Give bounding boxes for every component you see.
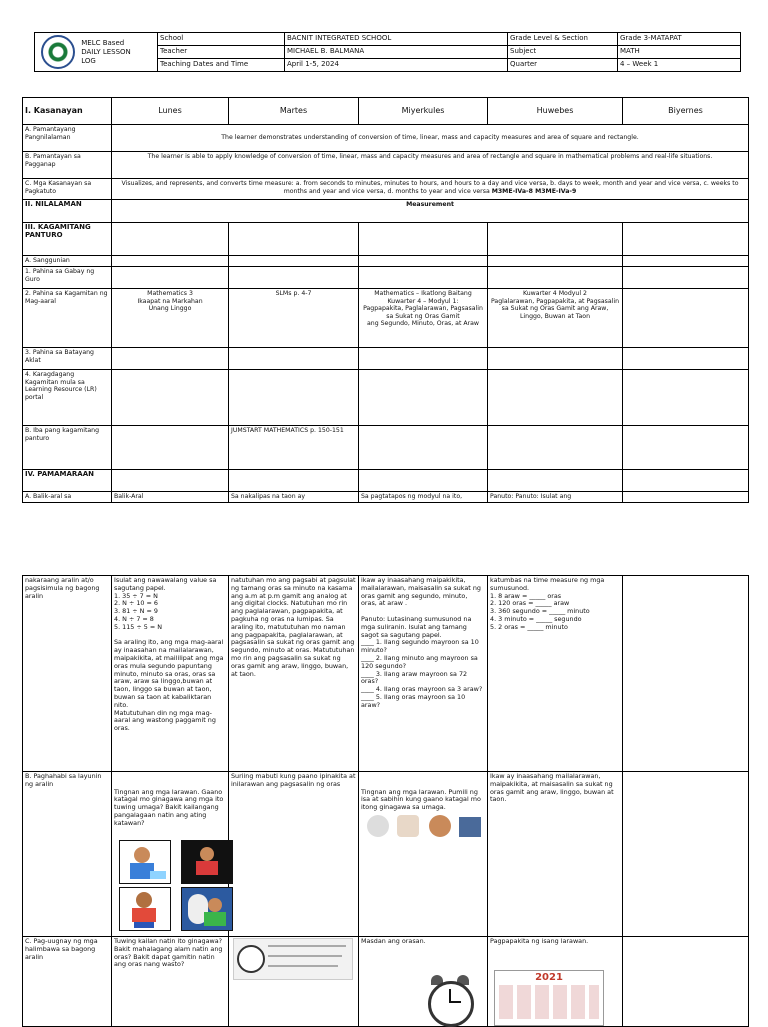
- calendar-illustration: [494, 970, 604, 1026]
- deped-seal-icon: [41, 35, 75, 69]
- kid-brushing-illustration: [181, 887, 233, 931]
- kagamitan-martes: SLMs p. 4-7: [229, 289, 359, 348]
- deped-logo-cell: [35, 33, 158, 72]
- kagamitan-huwebes: Kuwarter 4 Modyul 2 Paglalarawan, Pagpapakita, at Pagsasalin sa Sukat ng Oras Gamit ang Araw, Linggo, Buwan at Taon: [488, 289, 623, 348]
- row-label-sanggunian: A. Sanggunian: [23, 256, 112, 267]
- kid-standing-illustration: [119, 887, 171, 931]
- logo-line-3: LOG: [81, 56, 96, 65]
- quarter-label: Quarter: [508, 59, 618, 72]
- teacher-label: Teacher: [158, 46, 285, 59]
- nilalaman-text: Measurement: [112, 200, 749, 223]
- quarter-value: 4 – Week 1: [618, 59, 741, 72]
- row-label-karagdagang: 4. Karagdagang Kagamitan mula sa Learning Resource (LR) portal: [23, 370, 112, 426]
- cont-a-huwebes: katumbas na time measure ng mga sumusunod. 1. 8 araw = _____ oras 2. 120 oras = _____ araw 3. 360 segundo = _____ minuto 4. 3 minuto = _____ segundo 5. 2 oras = _____ minuto: [488, 576, 623, 772]
- kasanayan-code: M3ME-IVa-8 M3ME-IVa-9: [491, 187, 577, 195]
- kid-washing-illustration: [119, 840, 171, 884]
- dates-value: April 1-5, 2024: [285, 59, 508, 72]
- header-table: [34, 32, 741, 72]
- balik-martes: Sa nakalipas na taon ay: [229, 492, 359, 503]
- row-label-nilalaman: II. NILALAMAN: [23, 200, 112, 223]
- school-value: BACNIT INTEGRATED SCHOOL: [285, 33, 508, 46]
- kasanayan-desc: Visualizes, and represents, and converts time measure: a. from seconds to minutes, minutes to hours, and hours to a day and vice versa, b. days to week, month and year and vice versa, c. weeks to months and year and vice versa, d. months to year and vice versa: [121, 180, 739, 195]
- kagamitan-lunes: Mathematics 3 Ikaapat na Markahan Unang Linggo: [112, 289, 229, 348]
- dates-label: Teaching Dates and Time: [158, 59, 285, 72]
- kid-stretching-illustration: [181, 840, 233, 884]
- cont-a-martes: natutuhan mo ang pagsabi at pagsulat ng tamang oras sa minuto na kasama ang a.m at p.m gamit ang analog at ang digital clocks. Natutuhan mo rin ang paglalarawan, pagpapakita, at pagkuha ng oras na lumipas. Sa araling ito, matututuhan mo naman ang pagpapakita, paglalarawan, at pagsasalin sa sukat ng oras gamit ang segundo, minuto at oras. Matututuhan mo rin ang pagsasalin sa sukat ng oras gamit ang araw, linggo, buwan, at taon.: [229, 576, 359, 772]
- row-label-pamamaraan: IV. PAMAMARAAN: [23, 470, 112, 492]
- logo-line-2: DAILY LESSON: [81, 47, 131, 56]
- col-biyernes: Biyernes: [623, 98, 749, 125]
- cont-c-miyerkules: Masdan ang orasan.: [359, 937, 488, 1027]
- kasanayan-text: [112, 179, 749, 200]
- col-miyerkules: Miyerkules: [359, 98, 488, 125]
- grade-value: Grade 3-MATAPAT: [618, 33, 741, 46]
- continued-section: [22, 575, 749, 1027]
- school-label: School: [158, 33, 285, 46]
- cont-label-b: B. Paghahabi sa layunin ng aralin: [23, 772, 112, 937]
- cont-b-lunes-text: Tingnan ang mga larawan. Gaano katagal mo ginagawa ang mga ito tuwing umaga? Bakit kailangang pangalagaan natin ang ating katawan?: [114, 787, 226, 827]
- pagganap-text: The learner is able to apply knowledge of conversion of time, linear, mass and capacity measures and area of rectangle and square in mathematical problems and real-life situations.: [112, 152, 749, 179]
- cont-a-miyerkules: ikaw ay inaasahang maipakikita, mailalarawan, maisasalin sa sukat ng oras gamit ang segundo, minuto, oras, at araw . Panuto: Lutasinang sumusunod na mga suliranin. Isulat ang tamang sagot sa sagutang papel. ____ 1. Ilang segundo mayroon sa 10 minuto? ____ 2. Ilang minuto ang mayroon sa 120 segundo? ____ 3. Ilang araw mayroon sa 72 oras? ____ 4. Ilang oras mayroon sa 3 araw? ____ 5. Ilang oras mayroon sa 10 araw?: [359, 576, 488, 772]
- col-huwebes: Huwebes: [488, 98, 623, 125]
- cont-c-huwebes: Pagpapakita ng isang larawan.: [488, 937, 623, 1027]
- teacher-value: MICHAEL B. BALMANA: [285, 46, 508, 59]
- small-clock-icon: [237, 945, 265, 973]
- row-label-batayang: 3. Pahina sa Batayang Aklat: [23, 348, 112, 370]
- balik-miyerkules: Sa pagtatapos ng modyul na ito,: [359, 492, 488, 503]
- row-label-pagganap: B. Pamantayan sa Pagganap: [23, 152, 112, 179]
- clock-card-illustration: [233, 938, 353, 980]
- iba-martes: JUMSTART MATHEMATICS p. 150-151: [229, 426, 359, 470]
- cont-a-lunes: Isulat ang nawawalang value sa sagutang papel. 1. 35 ÷ 7 = N 2. N ÷ 10 = 6 3. 81 ÷ N = 9 4. N ÷ 7 = 8 5. 115 ÷ 5 = N Sa araling ito, ang mga mag-aaral ay inaasahan na mailalarawan, maipakikita, at maililipat ang mga oras mula segundo papuntang minuto, minuto sa oras, oras sa araw, araw sa linggo,buwan at taon, linggo sa buwan at taon, buwan sa taon at kabaliktaran nito. Matututuhan din ng mga mag-aaral ang wastong paggamit ng oras.: [112, 576, 229, 772]
- cont-b-miyerkules: [359, 772, 488, 937]
- subject-value: MATH: [618, 46, 741, 59]
- row-label-pamantayang: A. Pamantayang Pangnilalaman: [23, 125, 112, 152]
- lesson-table: [22, 97, 749, 503]
- cont-label-a: nakaraang aralin at/o pagsisimula ng bagong aralin: [23, 576, 112, 772]
- header-block: [34, 32, 741, 72]
- row-label-gabay: 1. Pahina sa Gabay ng Guro: [23, 267, 112, 289]
- col-kasanayan: I. Kasanayan: [23, 98, 112, 125]
- continued-table: [22, 575, 749, 1027]
- logo-line-1: MELC Based: [81, 38, 125, 47]
- main-section: [22, 97, 749, 503]
- cont-c-lunes: Tuwing kailan natin ito ginagawa? Bakit mahalagang alam natin ang oras? Bakit dapat gamitin natin ang oras nang wasto?: [112, 937, 229, 1027]
- balik-lunes: Balik-Aral: [112, 492, 229, 503]
- row-label-iba: B. Iba pang kagamitang panturo: [23, 426, 112, 470]
- pamantayang-text: The learner demonstrates understanding of conversion of time, linear, mass and capacity measures and area of square and rectangle.: [112, 125, 749, 152]
- grade-label: Grade Level & Section: [508, 33, 618, 46]
- cont-label-c: C. Pag-uugnay ng mga halimbawa sa bagong aralin: [23, 937, 112, 1027]
- cont-b-huwebes: Ikaw ay inaasahang mailalarawan, maipakikita, at maisasalin sa sukat ng oras gamit ang araw, linggo, buwan at taon.: [488, 772, 623, 937]
- alarm-clock-icon: [425, 975, 475, 1023]
- col-lunes: Lunes: [112, 98, 229, 125]
- cont-b-martes: Suriing mabuti kung paano ipinakita at inilarawan ang pagsasalin ng oras: [229, 772, 359, 937]
- row-label-kagamitan-mag: 2. Pahina sa Kagamitan ng Mag-aaral: [23, 289, 112, 348]
- row-label-kasanayan: C. Mga Kasanayan sa Pagkatuto: [23, 179, 112, 200]
- col-martes: Martes: [229, 98, 359, 125]
- kagamitan-miyerkules: Mathematics – Ikatlong Baitang Kuwarter 4 – Modyul 1: Pagpapakita, Paglalarawan, Pagsasalin sa Sukat ng Oras Gamit ang Segundo, Minuto, Oras, at Araw: [359, 289, 488, 348]
- cont-b-miyerkules-text: Tingnan ang mga larawan. Pumili ng isa at sabihin kung gaano katagal mo itong ginagawa sa umaga.: [361, 787, 483, 812]
- row-label-balik: A. Balik-aral sa: [23, 492, 112, 503]
- row-label-kagamitan: III. KAGAMITANG PANTURO: [23, 223, 112, 256]
- subject-label: Subject: [508, 46, 618, 59]
- calendar-year: 2021: [535, 972, 563, 983]
- morning-activities-illustration: [365, 813, 485, 839]
- balik-huwebes: Panuto: Panuto: Isulat ang: [488, 492, 623, 503]
